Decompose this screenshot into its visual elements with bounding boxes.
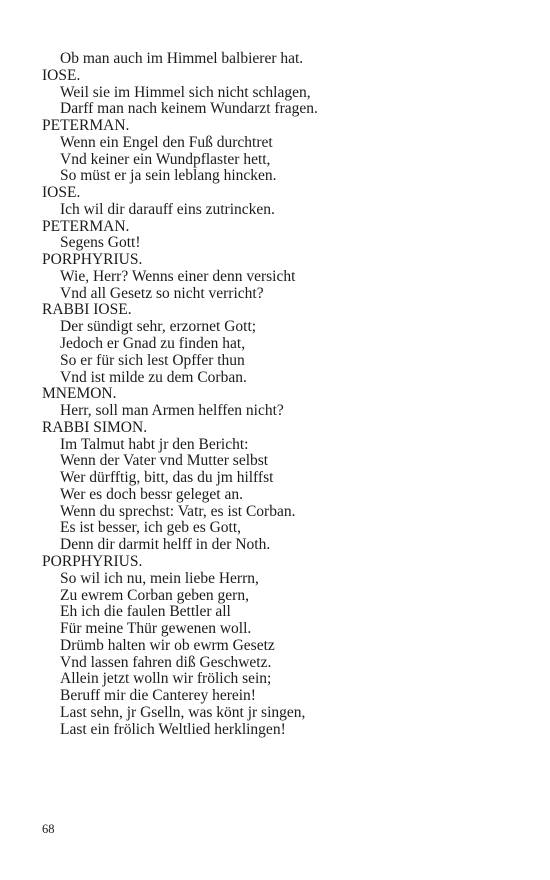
speech <box>42 219 522 253</box>
speech <box>42 386 522 420</box>
verse-line: So müst er ja sein leblang hincken. <box>60 167 277 185</box>
speech <box>42 118 522 185</box>
speaker-name: IOSE. <box>42 184 81 202</box>
speech <box>42 420 522 554</box>
verse-line: Herr, soll man Armen helffen nicht? <box>60 402 284 420</box>
verse-line: Denn dir darmit helff in der Noth. <box>60 536 271 554</box>
verse-line: Der sündigt sehr, erzornet Gott; <box>60 318 257 336</box>
verse-line: Segens Gott! <box>60 234 141 252</box>
verse-line: Ich wil dir darauff eins zutrincken. <box>60 200 275 218</box>
speaker-name: RABBI IOSE. <box>42 301 132 319</box>
verse-line: Wenn du sprechst: Vatr, es ist Corban. <box>60 502 296 520</box>
speech <box>42 68 522 118</box>
verse-line: Zu ewrem Corban geben gern, <box>60 586 249 604</box>
verse-line: Vnd ist milde zu dem Corban. <box>60 368 247 386</box>
verse-line: So wil ich nu, mein liebe Herrn, <box>60 569 259 587</box>
verse-line: Beruff mir die Canterey herein! <box>60 687 256 705</box>
speaker-name: PORPHYRIUS. <box>42 552 143 570</box>
verse-line: Drümb halten wir ob ewrm Gesetz <box>60 636 275 654</box>
verse-line: Vnd keiner ein Wundpflaster hett, <box>60 150 271 168</box>
speaker-name: MNEMON. <box>42 385 117 403</box>
speech <box>42 185 522 219</box>
speech <box>42 302 522 386</box>
verse-line: Wer es doch bessr geleget an. <box>60 485 243 503</box>
verse-line: So er für sich lest Opffer thun <box>60 351 245 369</box>
speaker-name: IOSE. <box>42 66 81 84</box>
verse-line: Last ein frölich Weltlied herklingen! <box>60 720 286 738</box>
speech <box>42 252 522 302</box>
verse-line: Eh ich die faulen Bettler all <box>60 603 231 621</box>
speaker-name: PORPHYRIUS. <box>42 251 143 269</box>
verse-line: Darff man nach keinem Wundarzt fragen. <box>60 100 318 118</box>
speaker-name: RABBI SIMON. <box>42 418 148 436</box>
verse-line: Wenn der Vater vnd Mutter selbst <box>60 452 269 470</box>
verse-line: Vnd lassen fahren diß Geschwetz. <box>60 653 272 671</box>
speech <box>42 554 522 738</box>
verse-line: Allein jetzt wolln wir frölich sein; <box>60 670 272 688</box>
verse-line: Wenn ein Engel den Fuß durchtret <box>60 133 273 151</box>
play-text <box>42 51 522 738</box>
verse-line: Im Talmut habt jr den Bericht: <box>60 435 249 453</box>
verse-line: Für meine Thür gewenen woll. <box>60 620 252 638</box>
speaker-name: PETERMAN. <box>42 117 130 135</box>
verse-line: Last sehn, jr Gselln, was könt jr singen, <box>60 703 306 721</box>
verse-line: Jedoch er Gnad zu finden hat, <box>60 335 246 353</box>
verse-line: Vnd all Gesetz so nicht verricht? <box>60 284 264 302</box>
verse-line: Weil sie im Himmel sich nicht schlagen, <box>60 83 311 101</box>
verse-line: Wer dürfftig, bitt, das du jm hilffst <box>60 469 274 487</box>
verse-line: Wie, Herr? Wenns einer denn versicht <box>60 267 296 285</box>
speaker-name: PETERMAN. <box>42 217 130 235</box>
verse-line: Ob man auch im Himmel balbierer hat. <box>60 50 304 67</box>
page-number: 68 <box>42 822 55 836</box>
verse-line: Es ist besser, ich geb es Gott, <box>60 519 242 537</box>
